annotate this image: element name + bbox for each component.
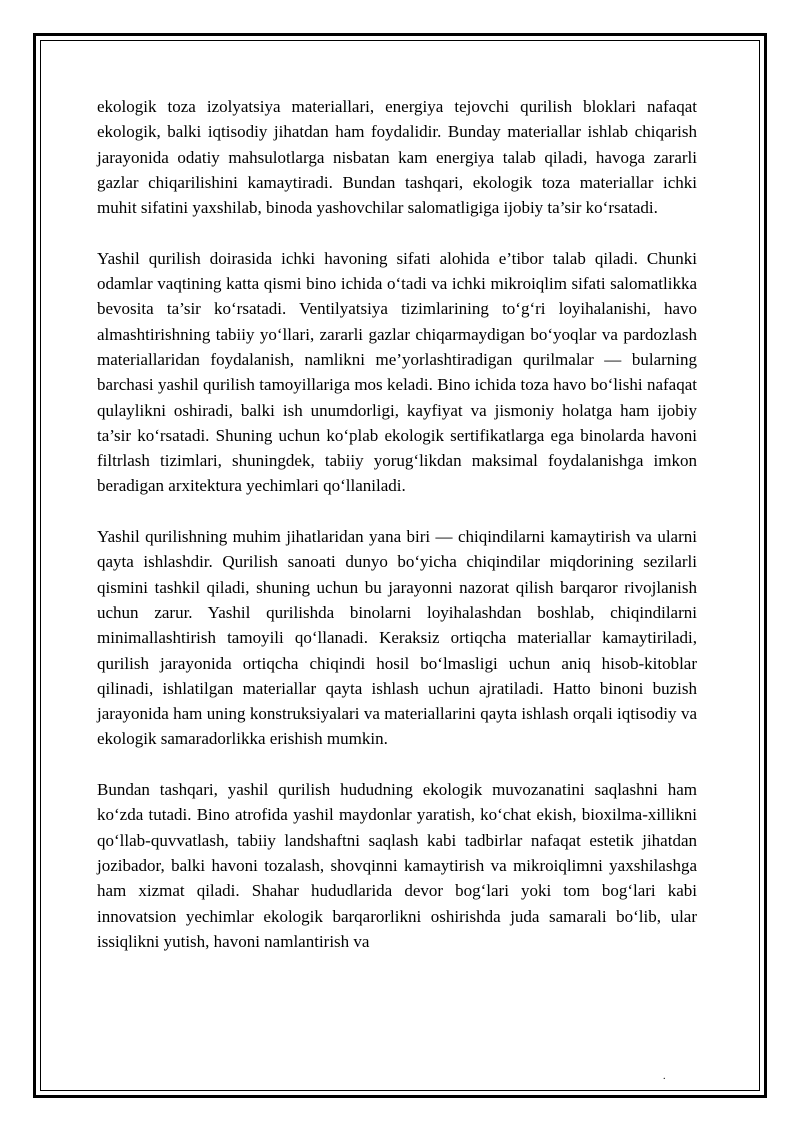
document-body [97, 94, 697, 954]
paragraph-indoor-air-quality: Yashil qurilish doirasida ichki havoning sifati alohida e’tibor talab qiladi. Chunki odamlar vaqtining katta qismi bino ichida o‘tadi va ichki mikroiqlim sifati salomatlikka bevosita ta’sir ko‘rsatadi. Ventilyatsiya tizimlarining to‘g‘ri loyihalanishi, havo almashtirishning tabiiy yo‘llari, zararli gazlar chiqarmaydigan bo‘yoqlar va pardozlash materiallaridan foydalanish, namlikni me’yorlashtiradigan qurilmalar — bularning barchasi yashil qurilish tamoyillariga mos keladi. Bino ichida toza havo bo‘lishi nafaqat qulaylikni oshiradi, balki ish unumdorligi, kayfiyat va jismoniy holatga ham ijobiy ta’sir ko‘rsatadi. Shuning uchun ko‘plab ekologik sertifikatlarga ega binolarda havoni filtrlash tizimlari, shuningdek, tabiiy yorug‘likdan maksimal foydalanishga imkon beradigan arxitektura yechimlari qo‘llaniladi. [97, 248, 697, 496]
footer-mark: . [663, 1071, 666, 1082]
paragraph-waste-reduction: Yashil qurilishning muhim jihatlaridan yana biri — chiqindilarni kamaytirish va ularni qayta ishlashdir. Qurilish sanoati dunyo bo‘yicha chiqindilar miqdorining sezilarli qismini tashkil qiladi, shuning uchun bu jarayonni nazorat qilish barqaror rivojlanish uchun zarur. Yashil qurilishda binolarni loyihalashdan boshlab, chiqindilarni minimallashtirish tamoyili qo‘llanadi. Keraksiz ortiqcha materiallar kamaytiriladi, qurilish jarayonida ortiqcha chiqindi hosil bo‘lmasligi uchun aniq hisob-kitoblar qilinadi, ishlatilgan materiallar qayta ishlash uchun ajratiladi. Hatto binoni buzish jarayonida ham uning konstruksiyalari va materiallarini qayta ishlash orqali iqtisodiy va ekologik samaradorlikka erishish mumkin. [97, 527, 697, 749]
paragraph-ecological-balance: Bundan tashqari, yashil qurilish hududning ekologik muvozanatini saqlashni ham ko‘zda tutadi. Bino atrofida yashil maydonlar yaratish, ko‘chat ekish, bioxilma-xillikni qo‘llab-quvvatlash, tabiiy landshaftni saqlash kabi tadbirlar nafaqat estetik jihatdan jozibador, balki havoni tozalash, shovqinni kamaytirish va mikroiqlimni yaxshilashga ham xizmat qiladi. Shahar hududlarida devor bog‘lari yoki tom bog‘lari kabi innovatsion yechimlar ekologik barqarorlikni oshirishda juda samarali bo‘lib, ular issiqlikni yutish, havoni namlantirish va [97, 780, 697, 951]
paragraph-insulation-materials: ekologik toza izolyatsiya materiallari, energiya tejovchi qurilish bloklari nafaqat ekologik, balki iqtisodiy jihatdan ham foydalidir. Bunday materiallar ishlab chiqarish jarayonida odatiy mahsulotlarga nisbatan kam energiya talab qiladi, havoga zararli gazlar chiqarilishini kamaytiradi. Bundan tashqari, ekologik toza materiallar ichki muhit sifatini yaxshilab, binoda yashovchilar salomatligiga ijobiy ta’sir ko‘rsatadi. [97, 97, 697, 218]
